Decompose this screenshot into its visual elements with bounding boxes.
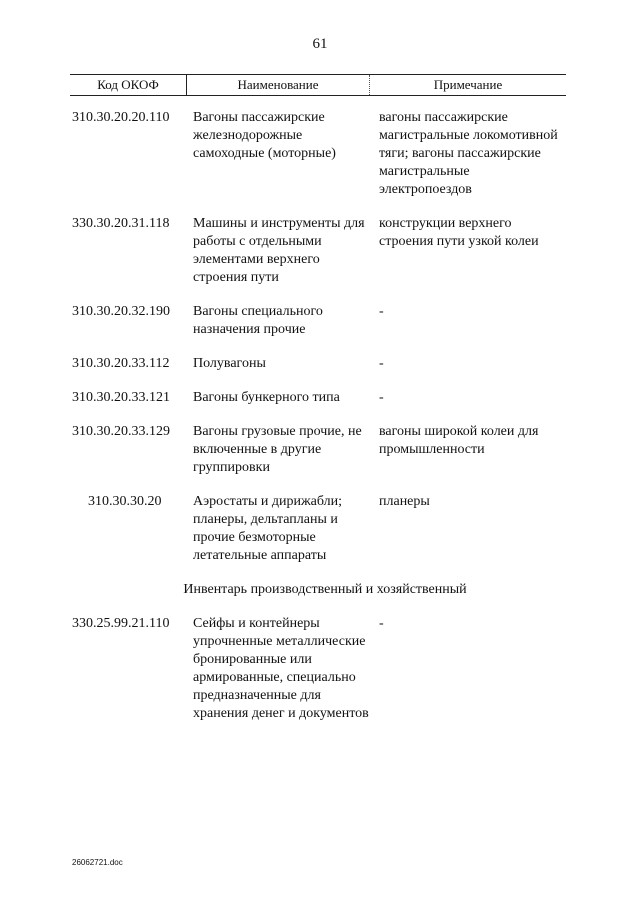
item-name: Аэростаты и дирижабли; планеры, дельтапланы и прочие безмоторные летательные аппараты xyxy=(193,494,342,563)
item-name: Сейфы и контейнеры упрочненные металлические бронированные или армированные, специально предназначенные для хранения денег и документов xyxy=(193,616,369,721)
okof-code: 310.30.20.33.112 xyxy=(72,356,170,371)
item-note: - xyxy=(379,616,384,631)
item-note: - xyxy=(379,356,384,371)
item-name: Вагоны пассажирские железнодорожные самоходные (моторные) xyxy=(193,110,336,161)
table-row xyxy=(0,215,640,287)
item-note: - xyxy=(379,304,384,319)
okof-code: 310.30.20.33.129 xyxy=(72,424,170,439)
table-row xyxy=(0,493,640,565)
item-note: конструкции верхнего строения пути узкой колеи xyxy=(379,216,539,249)
okof-code: 310.30.20.32.190 xyxy=(72,304,170,319)
item-note: - xyxy=(379,390,384,405)
table-row xyxy=(0,389,640,407)
item-note: вагоны широкой колеи для промышленности xyxy=(379,424,539,457)
item-name: Машины и инструменты для работы с отдельными элементами верхнего строения пути xyxy=(193,216,365,285)
okof-code: 330.25.99.21.110 xyxy=(72,616,170,631)
page-number: 61 xyxy=(312,36,328,52)
table-row xyxy=(0,109,640,199)
item-note: вагоны пассажирские магистральные локомотивной тяги; вагоны пассажирские магистральные электропоездов xyxy=(379,110,558,197)
item-name: Вагоны специального назначения прочие xyxy=(193,304,323,337)
table-body xyxy=(0,109,640,739)
item-note: планеры xyxy=(379,494,430,509)
item-name: Вагоны грузовые прочие, не включенные в другие группировки xyxy=(193,424,362,475)
header-code: Код ОКОФ xyxy=(70,75,187,95)
table-header xyxy=(70,74,566,96)
header-note: Примечание xyxy=(433,77,503,92)
footer-filename: 26062721.doc xyxy=(72,858,123,867)
okof-code: 310.30.20.20.110 xyxy=(72,110,170,125)
okof-code: 310.30.20.33.121 xyxy=(72,390,170,405)
table-row xyxy=(0,303,640,339)
item-name: Полувагоны xyxy=(193,356,266,371)
table-row xyxy=(0,423,640,477)
table-row xyxy=(0,615,640,723)
item-name: Вагоны бункерного типа xyxy=(193,390,340,405)
header-name: Наименование xyxy=(187,75,370,95)
table-row xyxy=(0,355,640,373)
section-heading: Инвентарь производственный и хозяйственный xyxy=(183,582,467,597)
okof-code: 330.30.20.31.118 xyxy=(72,216,170,231)
okof-code: 310.30.30.20 xyxy=(88,494,162,509)
